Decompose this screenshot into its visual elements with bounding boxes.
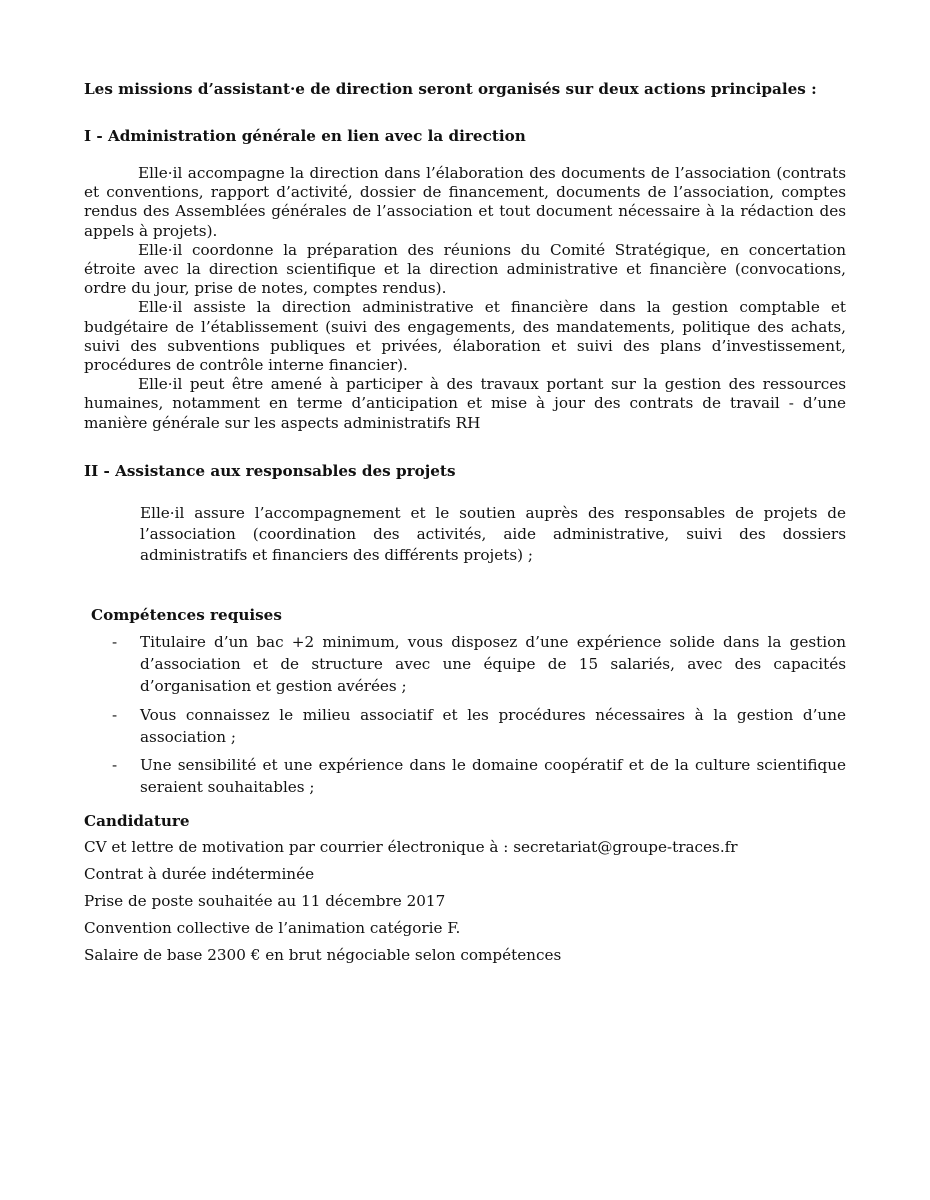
list-item <box>84 754 846 798</box>
candidature-line: Salaire de base 2300 € en brut négociable selon compétences <box>84 946 562 964</box>
section-1-heading: I - Administration générale en lien avec la direction <box>84 127 526 145</box>
competences-heading: Compétences requises <box>91 606 282 624</box>
section-2-heading: II - Assistance aux responsables des projets <box>84 462 456 480</box>
candidature-heading: Candidature <box>84 812 190 830</box>
candidature-line: CV et lettre de motivation par courrier électronique à : secretariat@groupe-traces.fr <box>84 838 738 856</box>
list-item <box>84 631 846 698</box>
section-1-paragraph: Elle·il assiste la direction administrative et financière dans la gestion comptable et budgétaire de l’établissement (suivi des engagements, des mandatements, politique des achats, suivi des subventions publiques et privées, élaboration et suivi des plans d’investissement, procédures de contrôle interne financier). <box>84 298 846 375</box>
section-1-paragraph: Elle·il peut être amené à participer à des travaux portant sur la gestion des ressources humaines, notamment en terme d’anticipation et mise à jour des contrats de travail - d’une manière générale sur les aspects administratifs RH <box>84 375 846 432</box>
list-item-text: Une sensibilité et une expérience dans le domaine coopératif et de la culture scientifique seraient souhaitables ; <box>140 756 846 797</box>
list-item <box>84 704 846 748</box>
section-2-paragraph: Elle·il assure l’accompagnement et le soutien auprès des responsables de projets de l’association (coordination des activités, aide administrative, suivi des dossiers administratifs et financiers des différents projets) ; <box>140 504 846 565</box>
intro-heading: Les missions d’assistant·e de direction seront organisés sur deux actions principales : <box>84 80 817 98</box>
bullet-dash: - <box>112 705 118 724</box>
candidature-details <box>84 838 846 973</box>
candidature-line: Contrat à durée indéterminée <box>84 865 315 883</box>
bullet-dash: - <box>112 633 118 651</box>
section-1-paragraph: Elle·il accompagne la direction dans l’élaboration des documents de l’association (contrats et conventions, rapport d’activité, dossier de financement, documents de l’association, comptes rendus des Assemblées générales de l’association et tout document nécessaire à la rédaction des appels à projets). <box>84 164 846 240</box>
section-1-paragraph: Elle·il coordonne la préparation des réunions du Comité Stratégique, en concertation étroite avec la direction scientifique et la direction administrative et financière (convocations, ordre du jour, prise de notes, comptes rendus). <box>84 240 846 298</box>
section-1-body <box>84 164 846 433</box>
competences-list <box>84 631 846 804</box>
candidature-line: Prise de poste souhaitée au 11 décembre 2017 <box>84 892 446 910</box>
list-item-text: Vous connaissez le milieu associatif et les procédures nécessaires à la gestion d’une association ; <box>140 705 846 746</box>
list-item-text: Titulaire d’un bac +2 minimum, vous disposez d’une expérience solide dans la gestion d’association et de structure avec une équipe de 15 salariés, avec des capacités d’organisation et gestion avérées ; <box>140 633 846 696</box>
bullet-dash: - <box>112 756 118 775</box>
candidature-line: Convention collective de l’animation catégorie F. <box>84 919 461 937</box>
